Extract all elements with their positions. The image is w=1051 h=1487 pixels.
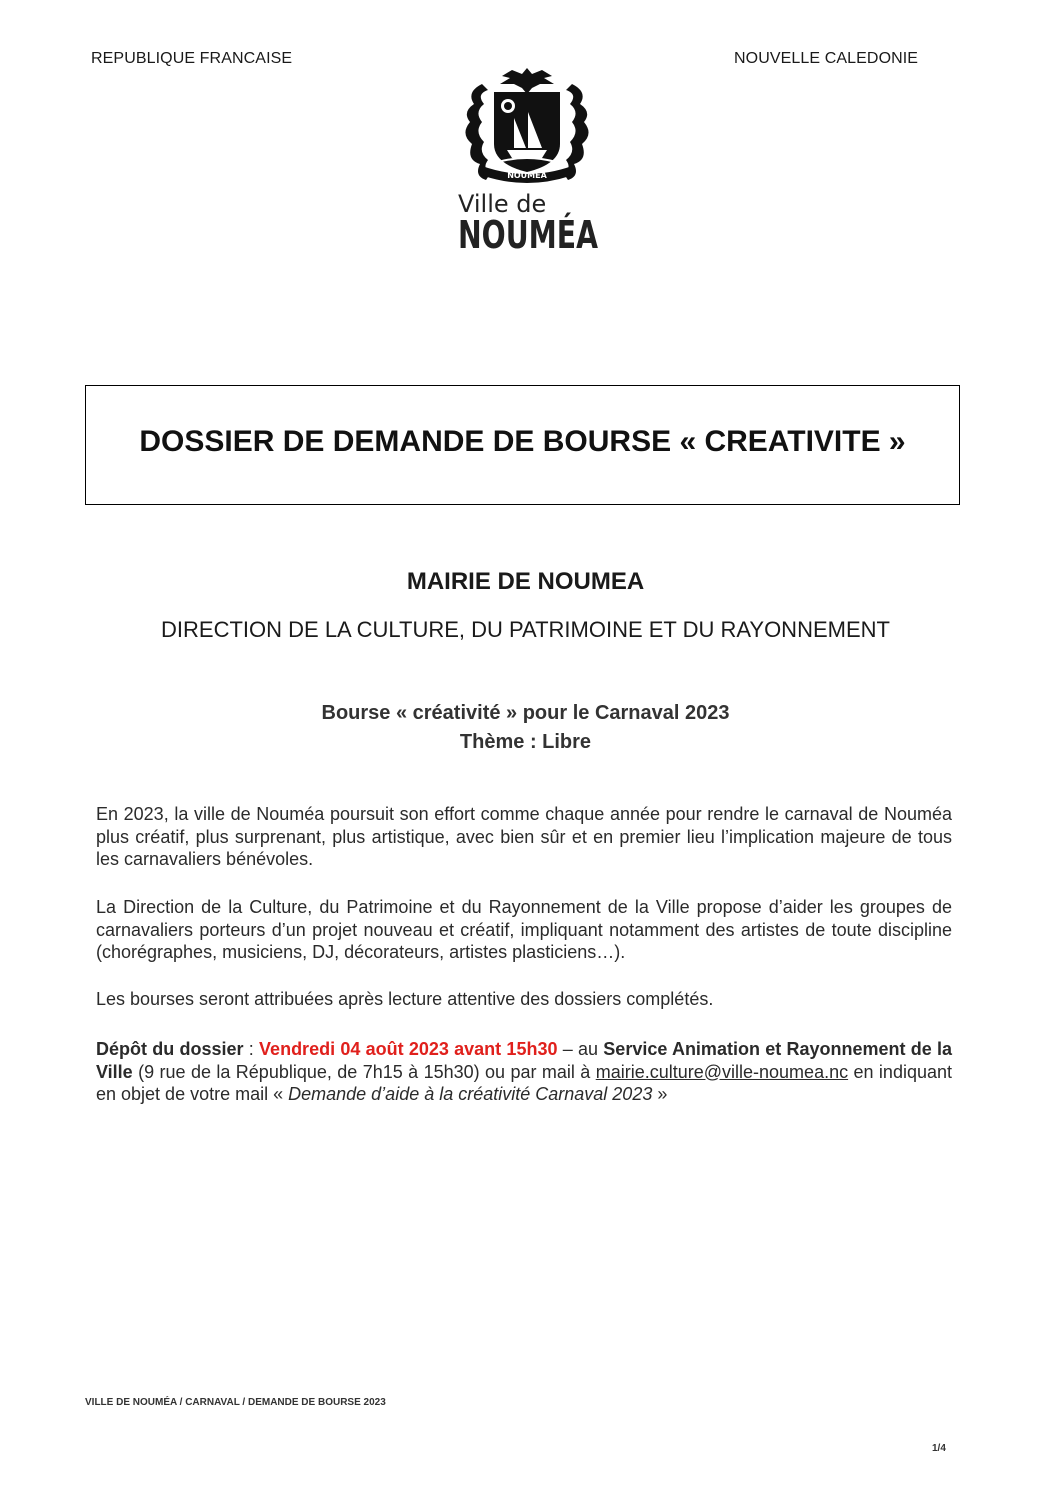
logo-ville-text: Ville de <box>458 190 547 218</box>
deposit-mid: – au <box>557 1039 604 1059</box>
logo-banner-text: NOUMEA <box>507 171 547 180</box>
deposit-service: Service Animation et Rayonnement de la Ville <box>96 1039 953 1082</box>
deposit-label: Dépôt du dossier <box>96 1039 244 1059</box>
eagle-icon <box>500 68 554 94</box>
deposit-address: (9 rue de la République, de 7h15 à 15h30) ou par mail à <box>132 1061 596 1082</box>
document-title: DOSSIER DE DEMANDE DE BOURSE « CREATIVITE » <box>139 425 906 458</box>
seahorse-right-icon <box>564 84 589 180</box>
deposit-after-email: en indiquant en objet de votre mail « <box>96 1061 952 1104</box>
paragraph-attribution: Les bourses seront attribuées après lecture attentive des dossiers complétés. <box>96 989 714 1009</box>
deposit-subject: Demande d’aide à la créativité Carnaval 2023 <box>288 1084 653 1104</box>
theme-subtitle: Thème : Libre <box>459 731 592 753</box>
deposit-close: » <box>652 1084 668 1104</box>
paragraph-deposit <box>96 1038 952 1106</box>
seahorse-left-icon <box>465 84 490 180</box>
bourse-subtitle: Bourse « créativité » pour le Carnaval 2023 <box>321 702 730 724</box>
deposit-sep: : <box>243 1039 260 1059</box>
paragraph-intro: En 2023, la ville de Nouméa poursuit son effort comme chaque année pour rendre le carnaval de Nouméa plus créatif, plus surprenant, plus artistique, avec bien sûr et en premier lieu l’implication majeure de tous les carnavaliers bénévoles. <box>96 804 952 869</box>
header-right: NOUVELLE CALEDONIE <box>734 50 919 67</box>
deposit-date: Vendredi 04 août 2023 avant 15h30 <box>259 1039 558 1059</box>
paragraph-direction: La Direction de la Culture, du Patrimoine et du Rayonnement de la Ville propose d’aider les groupes de carnavaliers porteurs d’un projet nouveau et créatif, impliquant notamment des artistes de toute discipline (chorégraphes, musiciens, DJ, décorateurs, artistes plasticiens…). <box>96 897 952 962</box>
email-link[interactable]: mairie.culture@ville-noumea.nc <box>595 1061 849 1082</box>
ship-icon <box>507 150 547 158</box>
header-left: REPUBLIQUE FRANCAISE <box>91 50 293 67</box>
logo-noumea-text: NOUMÉA <box>458 213 599 257</box>
ville-de-noumea-logo <box>452 64 602 257</box>
page-number: 1/4 <box>932 1443 946 1454</box>
footer-left: VILLE DE NOUMÉA / CARNAVAL / DEMANDE DE BOURSE 2023 <box>85 1397 386 1408</box>
title-box <box>85 385 960 505</box>
direction-heading: DIRECTION DE LA CULTURE, DU PATRIMOINE ET DU RAYONNEMENT <box>161 617 890 642</box>
mairie-heading: MAIRIE DE NOUMEA <box>406 568 645 595</box>
